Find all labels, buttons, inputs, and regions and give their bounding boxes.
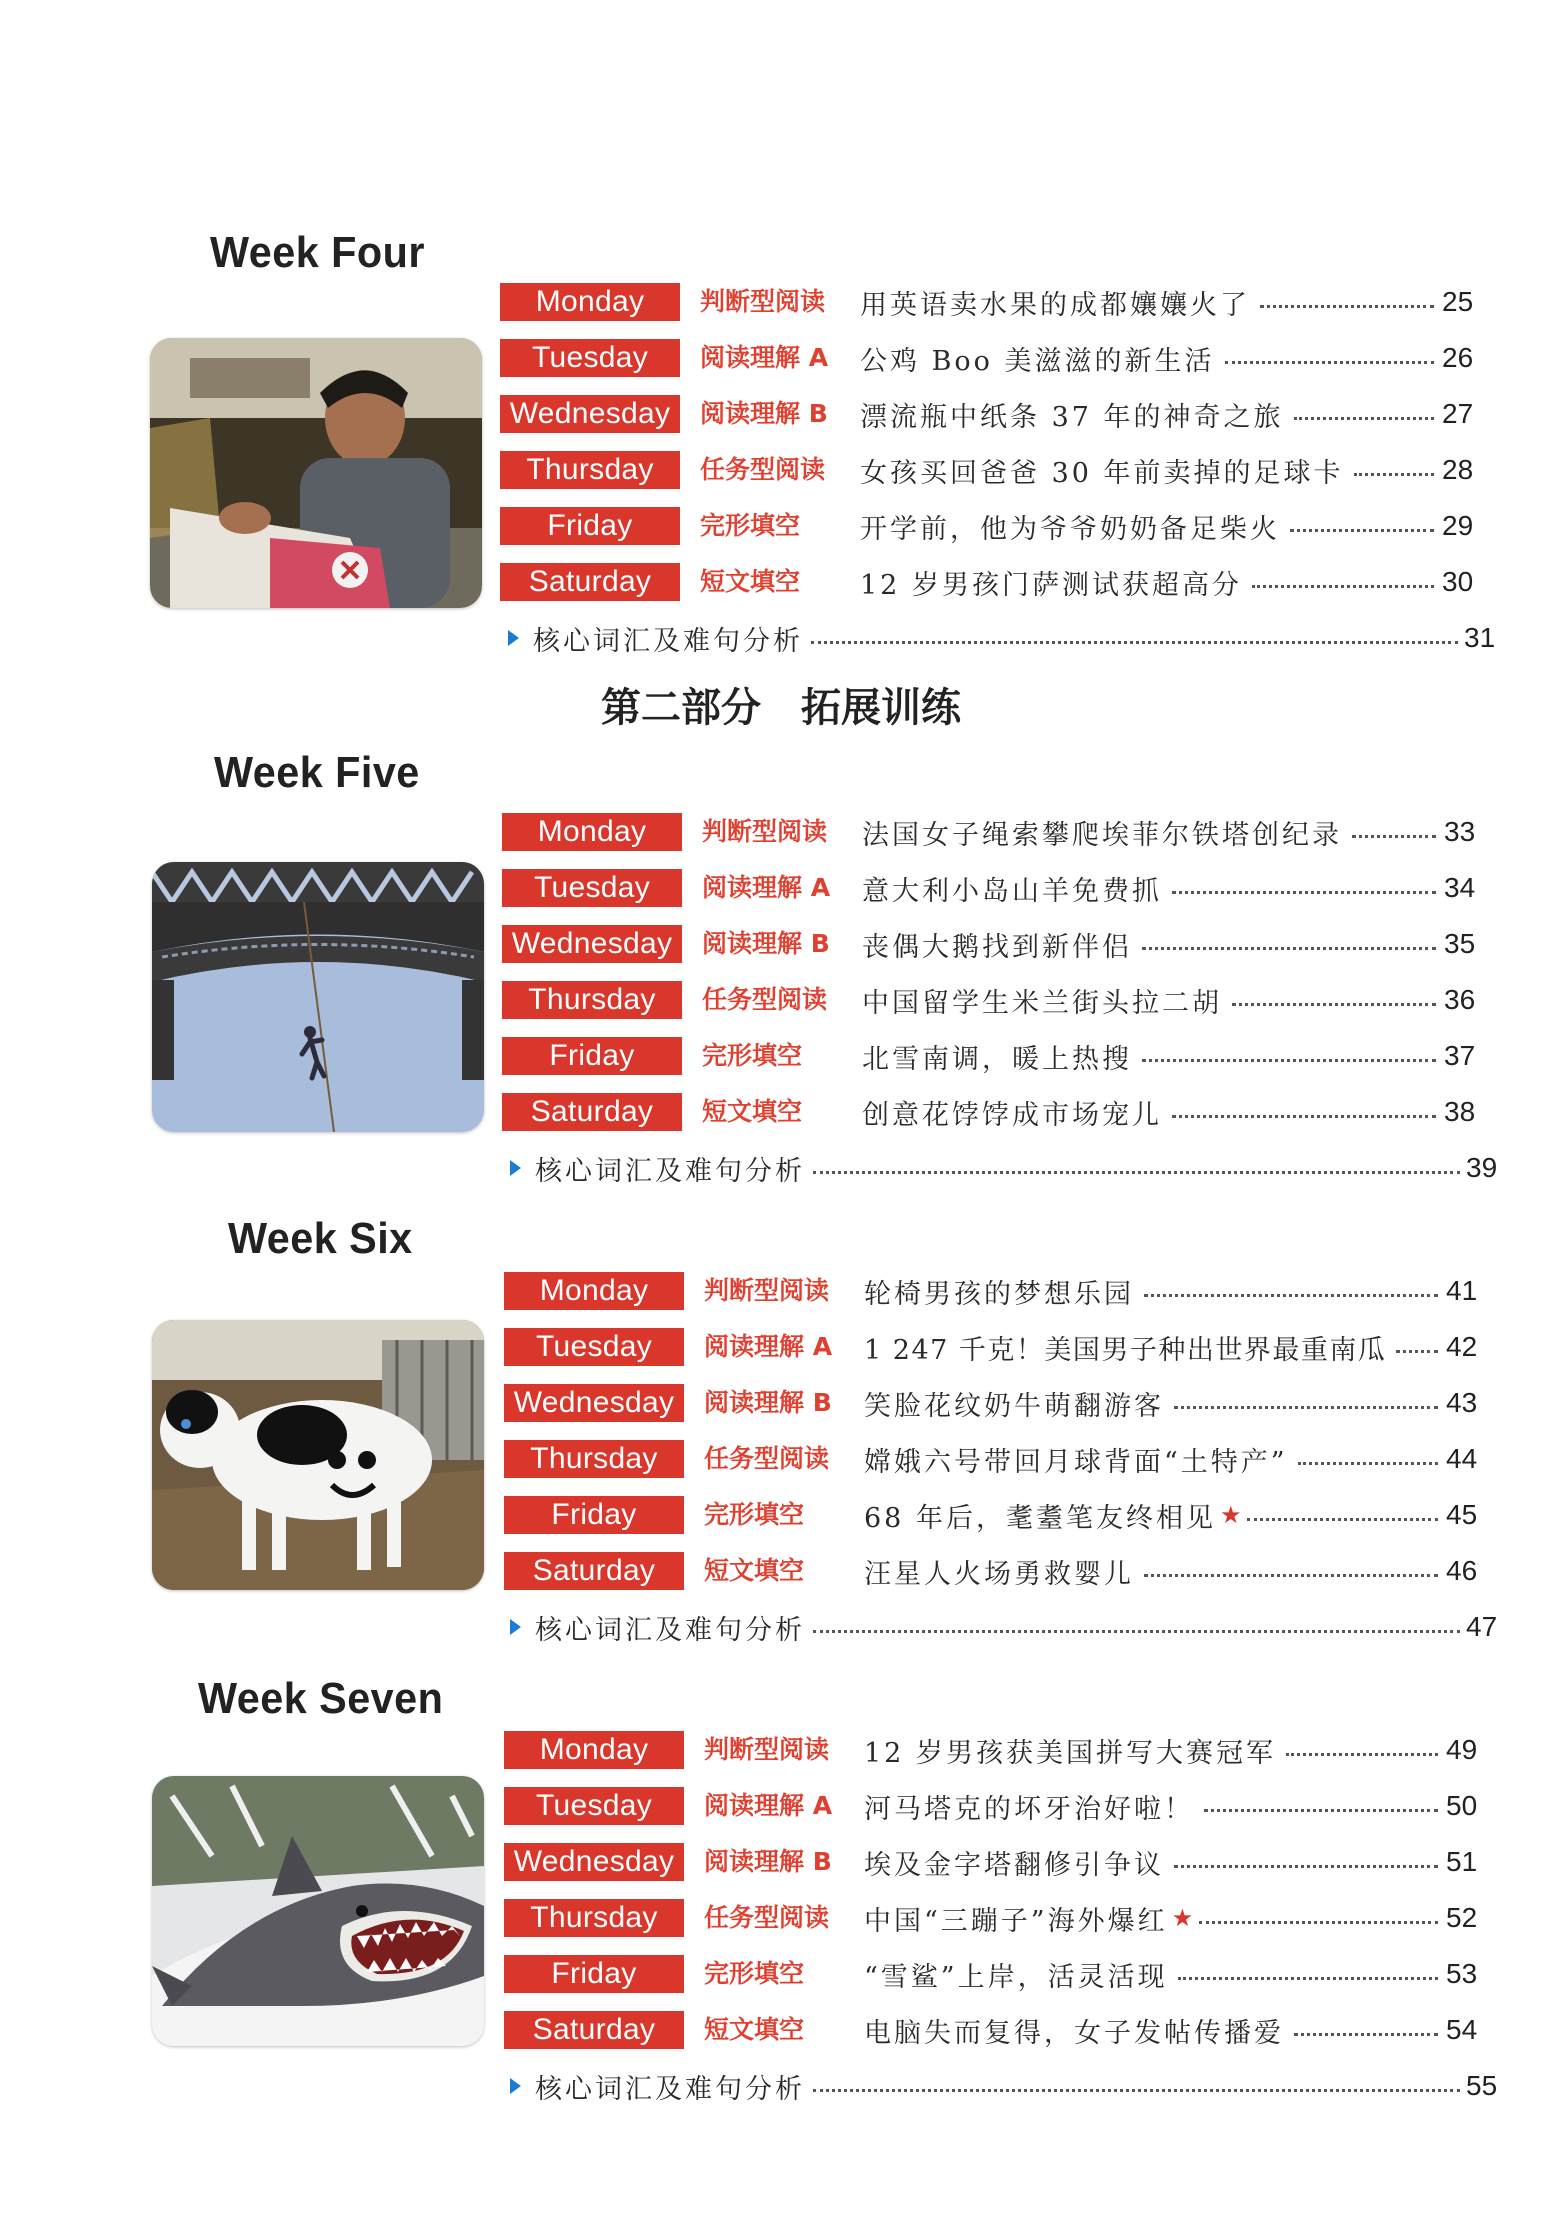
toc-entry[interactable] bbox=[504, 1843, 1504, 1881]
dot-leader bbox=[1172, 1115, 1436, 1118]
week-photo bbox=[150, 338, 482, 608]
day-badge: Friday bbox=[502, 1037, 682, 1075]
core-vocab-label: 核心词汇及难句分析 bbox=[535, 2073, 805, 2105]
eiffel-tower-rope-climber-photo bbox=[152, 862, 484, 1132]
entry-title: 用英语卖水果的成都孃孃火了 bbox=[860, 289, 1250, 321]
page-number: 46 bbox=[1446, 1555, 1478, 1586]
week-title: Week Five bbox=[214, 748, 420, 797]
reading-type: 任务型阅读 bbox=[704, 1444, 830, 1473]
entry-title: 12 岁男孩获美国拼写大赛冠军 bbox=[864, 1737, 1276, 1769]
day-badge: Wednesday bbox=[502, 925, 682, 963]
dot-leader bbox=[1144, 1294, 1438, 1297]
smiley-face-calf-photo bbox=[152, 1320, 484, 1590]
toc-entry[interactable] bbox=[502, 981, 1502, 1019]
reading-type: 完形填空 bbox=[704, 1959, 805, 1988]
day-badge: Saturday bbox=[502, 1093, 682, 1131]
page-number: 53 bbox=[1446, 1958, 1478, 1989]
dot-leader bbox=[1294, 2033, 1438, 2036]
dot-leader bbox=[811, 641, 1458, 644]
toc-entry[interactable] bbox=[502, 1037, 1502, 1075]
entry-title: 埃及金字塔翻修引争议 bbox=[864, 1849, 1164, 1881]
dot-leader bbox=[1286, 1753, 1438, 1756]
entry-title: 轮椅男孩的梦想乐园 bbox=[864, 1278, 1134, 1310]
day-badge: Thursday bbox=[500, 451, 680, 489]
day-badge: Saturday bbox=[504, 2011, 684, 2049]
day-badge: Tuesday bbox=[502, 869, 682, 907]
reading-type: 判断型阅读 bbox=[702, 817, 828, 846]
entry-title: “雪鲨”上岸，活灵活现 bbox=[864, 1961, 1168, 1993]
dot-leader bbox=[813, 2089, 1460, 2092]
page-number: 50 bbox=[1446, 1790, 1478, 1821]
snow-shark-sculpture-photo bbox=[152, 1776, 484, 2046]
page-number: 26 bbox=[1442, 342, 1474, 373]
toc-entry[interactable] bbox=[504, 1955, 1504, 1993]
page-number: 45 bbox=[1446, 1499, 1478, 1530]
star-icon: ★ bbox=[1171, 1904, 1194, 1932]
triangle-bullet-icon bbox=[508, 630, 519, 646]
man-reading-magazine-photo bbox=[150, 338, 482, 608]
core-vocab-entry[interactable] bbox=[510, 1149, 1520, 1187]
page-number: 31 bbox=[1464, 622, 1496, 653]
page-number: 42 bbox=[1446, 1331, 1478, 1362]
page-number: 51 bbox=[1446, 1846, 1478, 1877]
page-number: 27 bbox=[1442, 398, 1474, 429]
day-badge: Friday bbox=[500, 507, 680, 545]
page-number: 55 bbox=[1466, 2070, 1498, 2101]
week-photo bbox=[152, 862, 484, 1132]
page-number: 52 bbox=[1446, 1902, 1478, 1933]
week-photo bbox=[152, 1776, 484, 2046]
dot-leader bbox=[1298, 1462, 1438, 1465]
week-photo bbox=[152, 1320, 484, 1590]
page-number: 47 bbox=[1466, 1611, 1498, 1642]
day-badge: Tuesday bbox=[500, 339, 680, 377]
day-badge: Tuesday bbox=[504, 1787, 684, 1825]
toc-entry[interactable] bbox=[500, 563, 1500, 601]
entry-title: 68 年后，耄耋笔友终相见 bbox=[864, 1502, 1216, 1534]
entry-title: 中国留学生米兰街头拉二胡 bbox=[862, 987, 1222, 1019]
day-badge: Wednesday bbox=[500, 395, 680, 433]
week-title: Week Six bbox=[228, 1214, 413, 1263]
dot-leader bbox=[1174, 1406, 1438, 1409]
day-badge: Friday bbox=[504, 1496, 684, 1534]
toc-entry[interactable] bbox=[502, 925, 1502, 963]
page-number: 49 bbox=[1446, 1734, 1478, 1765]
day-badge: Friday bbox=[504, 1955, 684, 1993]
day-badge: Saturday bbox=[504, 1552, 684, 1590]
page-number: 33 bbox=[1444, 816, 1476, 847]
reading-type: 完形填空 bbox=[702, 1041, 803, 1070]
day-badge: Monday bbox=[504, 1731, 684, 1769]
reading-type: 判断型阅读 bbox=[704, 1276, 830, 1305]
star-icon: ★ bbox=[1219, 1501, 1242, 1529]
day-badge: Saturday bbox=[500, 563, 680, 601]
reading-type: 任务型阅读 bbox=[702, 985, 828, 1014]
reading-type: 阅读理解 B bbox=[704, 1388, 832, 1417]
reading-type: 阅读理解 B bbox=[704, 1847, 832, 1876]
page-number: 25 bbox=[1442, 286, 1474, 317]
reading-type: 短文填空 bbox=[702, 1097, 803, 1126]
page-number: 30 bbox=[1442, 566, 1474, 597]
entry-title: 意大利小岛山羊免费抓 bbox=[862, 875, 1162, 907]
entry-title: 法国女子绳索攀爬埃菲尔铁塔创纪录 bbox=[862, 819, 1342, 851]
dot-leader bbox=[1294, 417, 1434, 420]
dot-leader bbox=[1199, 1921, 1438, 1924]
page-number: 34 bbox=[1444, 872, 1476, 903]
reading-type: 完形填空 bbox=[704, 1500, 805, 1529]
toc-entry[interactable] bbox=[504, 1787, 1504, 1825]
dot-leader bbox=[1252, 585, 1434, 588]
reading-type: 阅读理解 A bbox=[700, 343, 829, 372]
entry-title: 12 岁男孩门萨测试获超高分 bbox=[860, 569, 1242, 601]
dot-leader bbox=[1260, 305, 1434, 308]
page-number: 44 bbox=[1446, 1443, 1478, 1474]
dot-leader bbox=[813, 1630, 1460, 1633]
page-number: 36 bbox=[1444, 984, 1476, 1015]
dot-leader bbox=[1178, 1977, 1438, 1980]
part-heading: 第二部分 拓展训练 bbox=[601, 685, 961, 731]
page-number: 38 bbox=[1444, 1096, 1476, 1127]
core-vocab-label: 核心词汇及难句分析 bbox=[535, 1155, 805, 1187]
dot-leader bbox=[1172, 891, 1436, 894]
dot-leader bbox=[1225, 361, 1434, 364]
reading-type: 任务型阅读 bbox=[700, 455, 826, 484]
reading-type: 完形填空 bbox=[700, 511, 801, 540]
page-number: 28 bbox=[1442, 454, 1474, 485]
entry-title: 女孩买回爸爸 30 年前卖掉的足球卡 bbox=[860, 457, 1344, 489]
toc-entry[interactable] bbox=[504, 1899, 1504, 1937]
dot-leader bbox=[1144, 1574, 1438, 1577]
toc-entry[interactable] bbox=[500, 395, 1500, 433]
toc-entry[interactable] bbox=[500, 507, 1500, 545]
day-badge: Thursday bbox=[504, 1440, 684, 1478]
entry-title: 中国“三蹦子”海外爆红 bbox=[864, 1905, 1168, 1937]
day-badge: Monday bbox=[500, 283, 680, 321]
entry-title: 笑脸花纹奶牛萌翻游客 bbox=[864, 1390, 1164, 1422]
toc-entry[interactable] bbox=[504, 1272, 1504, 1310]
toc-entry[interactable] bbox=[500, 451, 1500, 489]
toc-entry[interactable] bbox=[502, 869, 1502, 907]
dot-leader bbox=[1354, 473, 1434, 476]
reading-type: 阅读理解 A bbox=[704, 1791, 833, 1820]
day-badge: Wednesday bbox=[504, 1384, 684, 1422]
entry-title: 北雪南调，暖上热搜 bbox=[862, 1043, 1132, 1075]
toc-entry[interactable] bbox=[504, 1496, 1504, 1534]
core-vocab-entry[interactable] bbox=[510, 1608, 1520, 1646]
entry-title: 创意花饽饽成市场宠儿 bbox=[862, 1099, 1162, 1131]
entry-title: 嫦娥六号带回月球背面“土特产” bbox=[864, 1446, 1288, 1478]
core-vocab-label: 核心词汇及难句分析 bbox=[533, 625, 803, 657]
dot-leader bbox=[1204, 1809, 1438, 1812]
triangle-bullet-icon bbox=[510, 2078, 521, 2094]
dot-leader bbox=[1290, 529, 1434, 532]
dot-leader bbox=[1396, 1350, 1438, 1353]
core-vocab-label: 核心词汇及难句分析 bbox=[535, 1614, 805, 1646]
dot-leader bbox=[1352, 835, 1436, 838]
toc-entry[interactable] bbox=[504, 1328, 1504, 1366]
entry-title: 汪星人火场勇救婴儿 bbox=[864, 1558, 1134, 1590]
day-badge: Thursday bbox=[504, 1899, 684, 1937]
reading-type: 阅读理解 B bbox=[700, 399, 828, 428]
entry-title: 公鸡 Boo 美滋滋的新生活 bbox=[860, 345, 1215, 377]
reading-type: 判断型阅读 bbox=[704, 1735, 830, 1764]
page-number: 43 bbox=[1446, 1387, 1478, 1418]
toc-entry[interactable] bbox=[502, 813, 1502, 851]
toc-entry[interactable] bbox=[504, 1731, 1504, 1769]
page-number: 39 bbox=[1466, 1152, 1498, 1183]
entry-title: 河马塔克的坏牙治好啦！ bbox=[864, 1793, 1194, 1825]
day-badge: Monday bbox=[504, 1272, 684, 1310]
dot-leader bbox=[813, 1171, 1460, 1174]
dot-leader bbox=[1174, 1865, 1438, 1868]
day-badge: Tuesday bbox=[504, 1328, 684, 1366]
day-badge: Monday bbox=[502, 813, 682, 851]
week-title: Week Seven bbox=[198, 1674, 444, 1723]
page-number: 35 bbox=[1444, 928, 1476, 959]
dot-leader bbox=[1247, 1518, 1438, 1521]
core-vocab-entry[interactable] bbox=[510, 2067, 1520, 2105]
triangle-bullet-icon bbox=[510, 1619, 521, 1635]
dot-leader bbox=[1142, 947, 1436, 950]
dot-leader bbox=[1232, 1003, 1436, 1006]
entry-title: 1 247 千克！美国男子种出世界最重南瓜 bbox=[864, 1334, 1387, 1366]
toc-entry[interactable] bbox=[502, 1093, 1502, 1131]
entry-title: 开学前，他为爷爷奶奶备足柴火 bbox=[860, 513, 1280, 545]
toc-entry[interactable] bbox=[504, 1384, 1504, 1422]
reading-type: 短文填空 bbox=[704, 1556, 805, 1585]
page-number: 54 bbox=[1446, 2014, 1478, 2045]
toc-entry[interactable] bbox=[504, 1552, 1504, 1590]
reading-type: 判断型阅读 bbox=[700, 287, 826, 316]
toc-entry[interactable] bbox=[504, 1440, 1504, 1478]
page-number: 41 bbox=[1446, 1275, 1478, 1306]
dot-leader bbox=[1142, 1059, 1436, 1062]
page-number: 29 bbox=[1442, 510, 1474, 541]
core-vocab-entry[interactable] bbox=[508, 619, 1518, 657]
reading-type: 短文填空 bbox=[700, 567, 801, 596]
page-number: 37 bbox=[1444, 1040, 1476, 1071]
day-badge: Thursday bbox=[502, 981, 682, 1019]
toc-entry[interactable] bbox=[500, 339, 1500, 377]
reading-type: 短文填空 bbox=[704, 2015, 805, 2044]
week-title: Week Four bbox=[210, 228, 425, 277]
reading-type: 阅读理解 A bbox=[704, 1332, 833, 1361]
reading-type: 阅读理解 B bbox=[702, 929, 830, 958]
toc-entry[interactable] bbox=[500, 283, 1500, 321]
reading-type: 阅读理解 A bbox=[702, 873, 831, 902]
reading-type: 任务型阅读 bbox=[704, 1903, 830, 1932]
day-badge: Wednesday bbox=[504, 1843, 684, 1881]
triangle-bullet-icon bbox=[510, 1160, 521, 1176]
toc-entry[interactable] bbox=[504, 2011, 1504, 2049]
entry-title: 丧偶大鹅找到新伴侣 bbox=[862, 931, 1132, 963]
entry-title: 漂流瓶中纸条 37 年的神奇之旅 bbox=[860, 401, 1284, 433]
entry-title: 电脑失而复得，女子发帖传播爱 bbox=[864, 2017, 1284, 2049]
